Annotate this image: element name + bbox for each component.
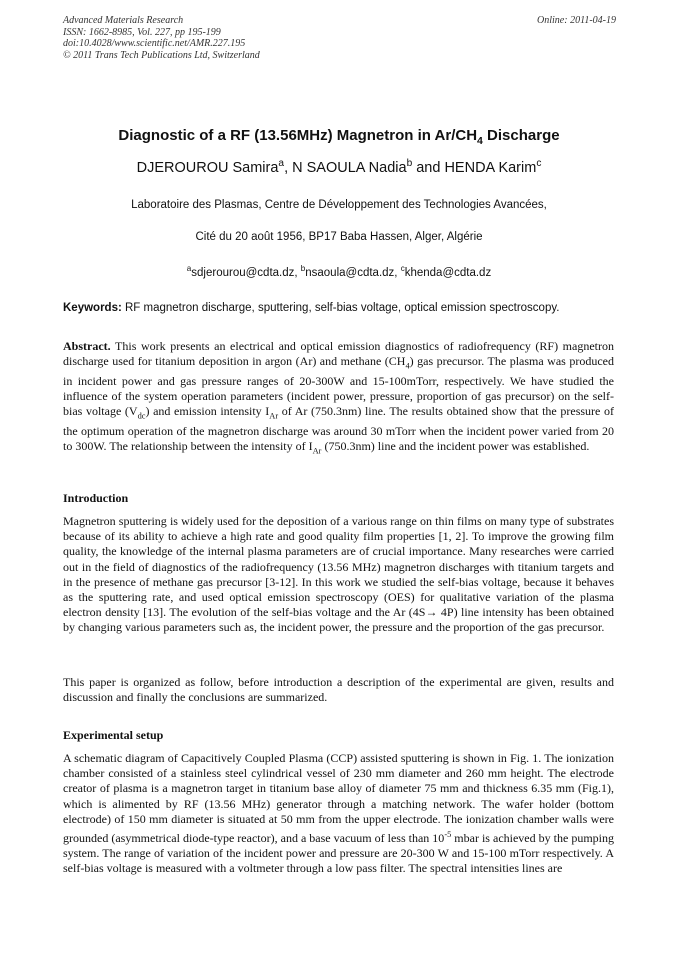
abstract: [63, 339, 614, 459]
email-b: nsaoula@cdta.dz,: [305, 266, 401, 279]
intro-text: Magnetron sputtering is widely used for the deposition of a various range on thin films on many type of substrates because of its ability to achieve a high rate and good quality film properties [1, 2]. To improve the growing film quality, the knowledge of the internal plasma parameters are of crucial importance. Many researches were carried out in the field of diagnostics of the radiofrequency (13.56 MHz) magnetron discharges with titanium targets and in the presence of methane gas precursor [3-12]. In this work we studied the self-bias voltage, because it behaves as the sputtering rate, and used optical emission spectroscopy (OES) for qualitative variation of the plasma electron density [13]. The evolution of the self-bias voltage and the Ar (4S: [63, 514, 614, 620]
online-date: Online: 2011-04-19: [537, 15, 616, 26]
title-main: Diagnostic of a RF (13.56MHz) Magnetron in Ar/CH: [118, 127, 478, 144]
experimental-paragraph-1: [63, 751, 614, 877]
author-2-sup: b: [406, 158, 413, 169]
section-heading-introduction: Introduction: [63, 491, 129, 505]
author-list: [0, 158, 678, 176]
abstract-text: This work presents an electrical and optical emission diagnostics of radiofrequency (RF) magnetron discharge used for titanium deposition in argon (Ar) and methane (CH: [63, 339, 614, 369]
email-c: khenda@cdta.dz: [404, 266, 492, 279]
intro-text: 4P) line intensity has been obtained by changing various parameters such as, the incident power, the pressure and the proportion of the gas precursor.: [63, 605, 614, 635]
experimental-text: mbar is achieved by the pumping system. The range of variation of the incident power and pressure are 20-300 W and 15-100 mTorr respectively. A self-bias voltage is measured with a voltmeter through a low pass filter. The spectral intensities lines are: [63, 831, 614, 876]
email-a: sdjerourou@cdta.dz,: [191, 266, 301, 279]
author-2: , N SAOULA Nadia: [284, 159, 407, 176]
abstract-sub: dc: [137, 411, 146, 421]
journal-header: [63, 15, 260, 61]
title-tail: Discharge: [482, 127, 560, 144]
affiliation-line-1: Laboratoire des Plasmas, Centre de Développement des Technologies Avancées,: [131, 199, 547, 211]
abstract-sub: Ar: [269, 411, 279, 421]
journal-doi: doi:10.4028/www.scientific.net/AMR.227.195: [63, 38, 246, 49]
email-line: [0, 264, 678, 279]
keywords-label: Keywords:: [63, 302, 122, 314]
journal-name: Advanced Materials Research: [63, 15, 184, 26]
journal-issn: ISSN: 1662-8985, Vol. 227, pp 195-199: [63, 26, 221, 38]
author-3-sup: c: [536, 158, 542, 169]
author-1: DJEROUROU Samira: [136, 159, 279, 176]
abstract-text: (750.3nm) line and the incident power was established.: [321, 439, 590, 453]
paper-title: [0, 127, 678, 147]
abstract-text: ) gas precursor. The plasma was produced in incident power and gas pressure ranges of 20-300W and 15-100mTorr, respectively. We have studied the influence of the system operation parameters (incident power, pressure, proportion of gas precursor) on the self- bias voltage (V: [63, 354, 614, 419]
email-b-sup: b: [300, 264, 306, 273]
experimental-sup: -5: [444, 830, 452, 840]
introduction-paragraph-1: [63, 514, 614, 636]
journal-copyright: © 2011 Trans Tech Publications Ltd, Switzerland: [63, 49, 260, 61]
email-a-sup: a: [186, 264, 192, 273]
experimental-text: A schematic diagram of Capacitively Coupled Plasma (CCP) assisted sputtering is shown in Fig. 1. The ionization chamber consisted of a stainless steel cylindrical vessel of 230 mm diameter and 260 mm height. The electrode creator of plasma is a magnetron target in titanium base alloy of diameter 75 mm and thickness 6.35 mm (Fig.1), which is alimented by RF (13.56 MHz) generator through a matching network. The wafer holder (bottom electrode) of 150 mm diameter is situated at 50 mm from the upper electrode. The ionization chamber walls were grounded (asymmetrical diode-type reactor), and a base vacuum of less than 10: [63, 751, 614, 846]
keywords-text: RF magnetron discharge, sputtering, self-bias voltage, optical emission spectroscopy.: [121, 302, 560, 314]
abstract-sub: Ar: [312, 446, 322, 456]
section-heading-experimental: Experimental setup: [63, 728, 164, 742]
abstract-text: of Ar (750.3nm) line. The results obtained show that the pressure of the optimum operation of the magnetron discharge was around 30 mTorr when the incident power varied from 20 to 300W. The relationship between the intensity of I: [63, 404, 614, 453]
abstract-label: Abstract.: [63, 339, 111, 353]
author-1-sup: a: [278, 158, 285, 169]
author-3: and HENDA Karim: [412, 159, 537, 176]
introduction-paragraph-2: This paper is organized as follow, before introduction a description of the experimental are given, results and discussion and finally the conclusions are summarized.: [63, 675, 614, 705]
arrow-glyph: →: [425, 605, 438, 620]
affiliation-line-2: Cité du 20 août 1956, BP17 Baba Hassen, Alger, Algérie: [195, 231, 483, 243]
email-c-sup: c: [400, 264, 405, 273]
abstract-sub: 4: [405, 361, 410, 371]
abstract-text: ) and emission intensity I: [145, 404, 270, 419]
title-subscript: 4: [477, 135, 483, 147]
keywords: [63, 302, 623, 314]
